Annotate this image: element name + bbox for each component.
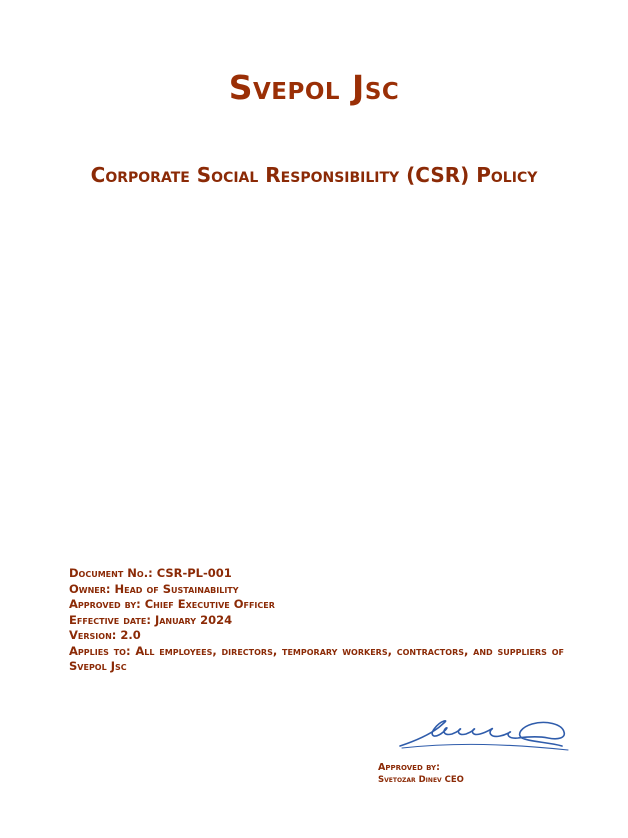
document-number: Document No.: CSR-PL-001 — [69, 566, 232, 580]
company-title: Svepol Jsc — [228, 68, 400, 107]
applies-to: Applies to: All employees, directors, temporary workers, contractors, and suppliers of Svepol Jsc — [69, 643, 564, 673]
document-owner: Owner: Head of Sustainability — [69, 581, 239, 596]
effective-date: Effective date: January 2024 — [69, 612, 233, 627]
approved-by-label: Approved by: — [378, 762, 440, 773]
approval-block — [378, 762, 464, 786]
document-metadata — [69, 566, 564, 675]
ceo-signature — [398, 712, 576, 762]
document-approver: Approved by: Chief Executive Officer — [69, 597, 275, 611]
document-version: Version: 2.0 — [69, 628, 141, 642]
approver-name: Svetozar Dinev CEO — [378, 775, 464, 785]
policy-title: Corporate Social Responsibility (CSR) Policy — [90, 163, 538, 187]
